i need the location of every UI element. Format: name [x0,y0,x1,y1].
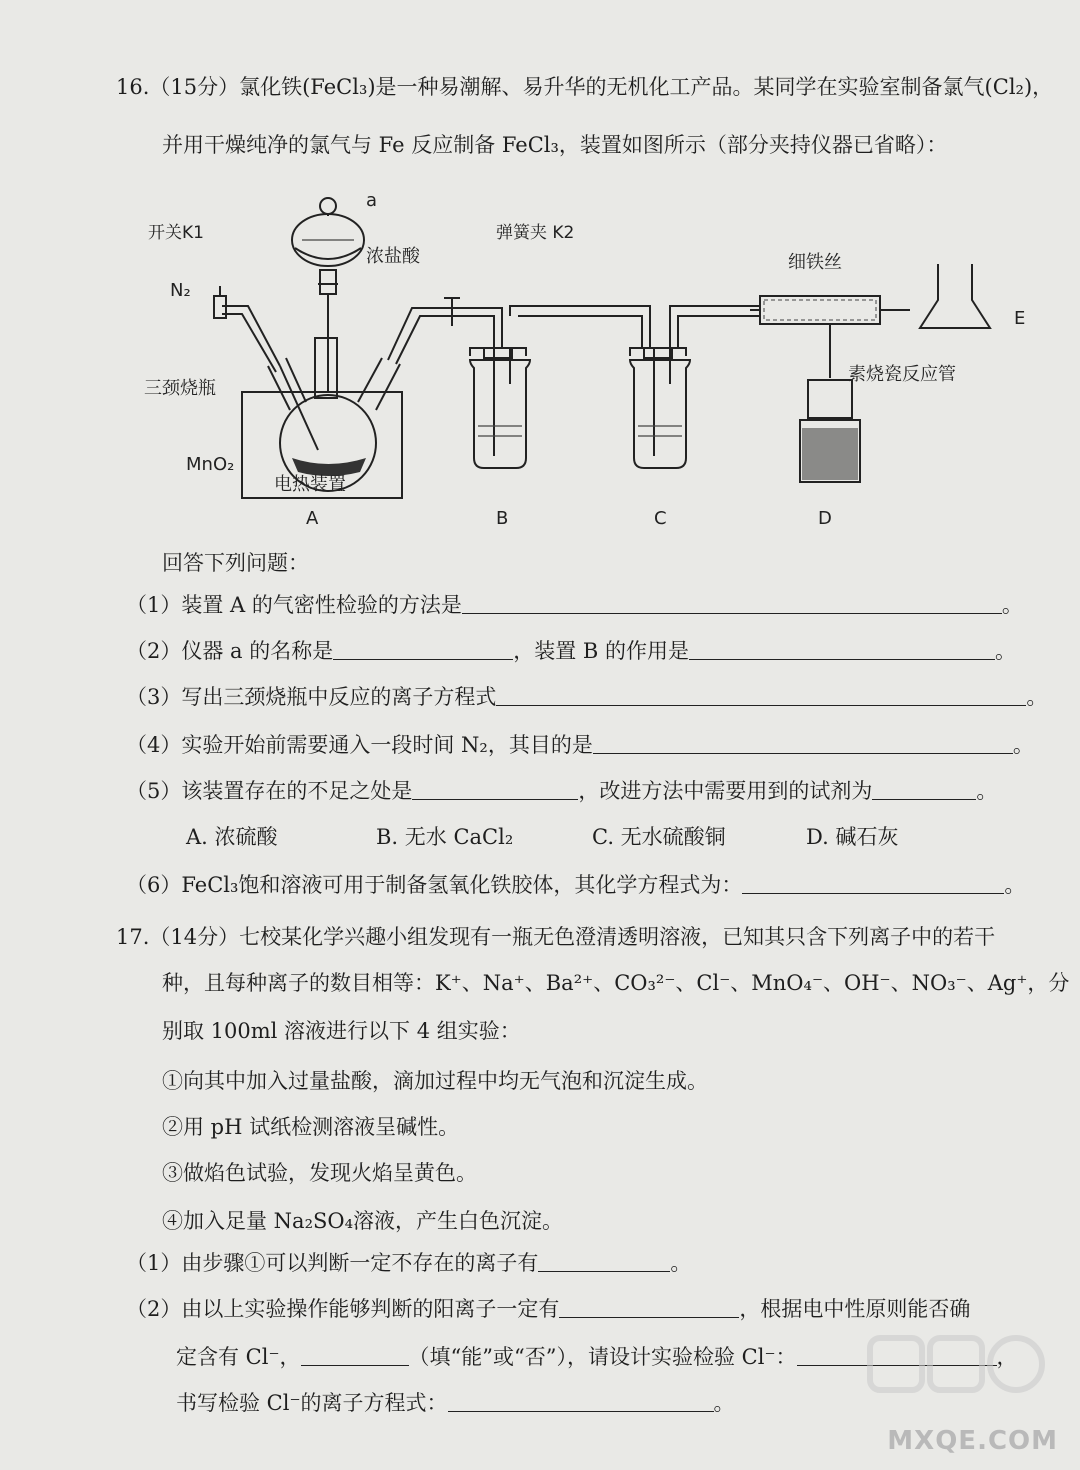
q16-part4-text: （4）实验开始前需要通入一段时间 N₂，其目的是 [126,733,593,757]
q17-part2-blank-a[interactable] [559,1295,739,1318]
q17-part1-blank[interactable] [538,1249,670,1272]
q17-part2-text-c: 定含有 Cl⁻， [176,1345,301,1369]
q17-part1-period: 。 [670,1251,692,1275]
q16-part2-period: 。 [995,639,1017,663]
q16-header: 16.（15分）氯化铁(FeCl₃)是一种易潮解、易升华的无机化工产品。某同学在实验室制备氯气(Cl₂)， [116,75,1054,99]
funnel-a-label: a [366,190,378,211]
three-neck-flask-label: 三颈烧瓶 [144,378,216,399]
q16-part5-blank-b[interactable] [872,777,976,800]
q16-answer-prompt: 回答下列问题： [162,551,309,575]
n2-label: N₂ [170,280,191,301]
q16-part5-period: 。 [976,779,998,803]
clamp-k2-label: 弹簧夹 K2 [496,223,575,243]
q16-part1-blank[interactable] [462,591,1002,614]
switch-k1-label: 开关K1 [148,223,204,243]
q16-part5-text-b: ，改进方法中需要用到的试剂为 [578,779,873,803]
q16-option-d[interactable]: D. 碱石灰 [806,825,899,849]
q16-part6-blank[interactable] [742,871,1004,894]
q16-part6-period: 。 [1004,873,1026,897]
heater-label: 电热装置 [274,474,346,495]
q17-header: 17.（14分）七校某化学兴趣小组发现有一瓶无色澄清透明溶液，已知其只含下列离子中的若干 [116,925,996,949]
apparatus-diagram [130,188,1050,540]
apparatus-e-label: E [1014,308,1026,329]
apparatus-a-label: A [306,508,319,529]
q16-option-b[interactable]: B. 无水 CaCl₂ [376,825,514,849]
q17-step-4: ④加入足量 Na₂SO₄溶液，产生白色沉淀。 [162,1209,564,1233]
q17-part2-comma: ， [996,1345,1018,1369]
q17-part1-text: （1）由步骤①可以判断一定不存在的离子有 [126,1251,539,1275]
q16-part5 [126,776,997,806]
q17-part2-period: 。 [713,1391,735,1415]
q16-option-c[interactable]: C. 无水硫酸铜 [592,825,726,849]
q16-header-line2: 并用干燥纯净的氯气与 Fe 反应制备 FeCl₃，装置如图所示（部分夹持仪器已省略）： [162,133,948,157]
apparatus-d-label: D [818,508,832,529]
q17-part1 [126,1248,691,1278]
q16-part1-text: （1）装置 A 的气密性检验的方法是 [126,593,462,617]
q17-part2-text-f: 书写检验 Cl⁻的离子方程式： [176,1391,448,1415]
q17-step-3: ③做焰色试验，发现火焰呈黄色。 [162,1161,477,1185]
q17-part2 [126,1294,970,1324]
porcelain-tube-label: 素烧瓷反应管 [848,364,956,385]
q16-part3-text: （3）写出三颈烧瓶中反应的离子方程式 [126,685,497,709]
q16-part4 [126,730,1034,760]
mno2-label: MnO₂ [186,454,235,475]
q17-header-line3: 别取 100ml 溶液进行以下 4 组实验： [162,1019,521,1043]
q16-part1-period: 。 [1001,593,1023,617]
q16-option-a[interactable]: A. 浓硫酸 [186,825,278,849]
q17-header-line2: 种，且每种离子的数目相等：K⁺、Na⁺、Ba²⁺、CO₃²⁻、Cl⁻、MnO₄⁻、OH⁻、NO₃⁻、Ag⁺，分 [162,971,1070,995]
q16-part5-blank-a[interactable] [412,777,578,800]
q16-part4-period: 。 [1012,733,1034,757]
apparatus-b-label: B [496,508,509,529]
q16-part1 [126,590,1023,620]
q16-part2 [126,636,1016,666]
q17-part2-blank-b[interactable] [301,1343,409,1366]
q17-step-1: ①向其中加入过量盐酸，滴加过程中均无气泡和沉淀生成。 [162,1069,708,1093]
q16-part2-text-b: ，装置 B 的作用是 [513,639,690,663]
q17-part2-blank-d[interactable] [448,1389,714,1412]
q16-part6 [126,870,1025,900]
q16-part2-blank-a[interactable] [333,637,513,660]
q16-part2-blank-b[interactable] [689,637,995,660]
q17-step-2: ②用 pH 试纸检测溶液呈碱性。 [162,1115,460,1139]
q16-part2-text-a: （2）仪器 a 的名称是 [126,639,334,663]
q17-part2-text-a: （2）由以上实验操作能够判断的阳离子一定有 [126,1297,560,1321]
q16-part3 [126,682,1047,712]
hcl-label: 浓盐酸 [366,246,420,267]
q16-part4-blank[interactable] [593,731,1013,754]
q16-part3-period: 。 [1026,685,1048,709]
q16-part6-text: （6）FeCl₃饱和溶液可用于制备氢氧化铁胶体，其化学方程式为： [126,873,743,897]
q17-part2-line3 [176,1388,735,1418]
apparatus-c-label: C [654,508,667,529]
watermark-text: MXQE.COM [887,1426,1058,1456]
q16-part5-text-a: （5）该装置存在的不足之处是 [126,779,413,803]
q17-part2-text-d: （填“能”或“否”），请设计实验检验 Cl⁻： [408,1345,797,1369]
q17-part2-text-b: ，根据电中性原则能否确 [739,1297,971,1321]
iron-wire-label: 细铁丝 [788,252,842,273]
q16-part3-blank[interactable] [496,683,1026,706]
